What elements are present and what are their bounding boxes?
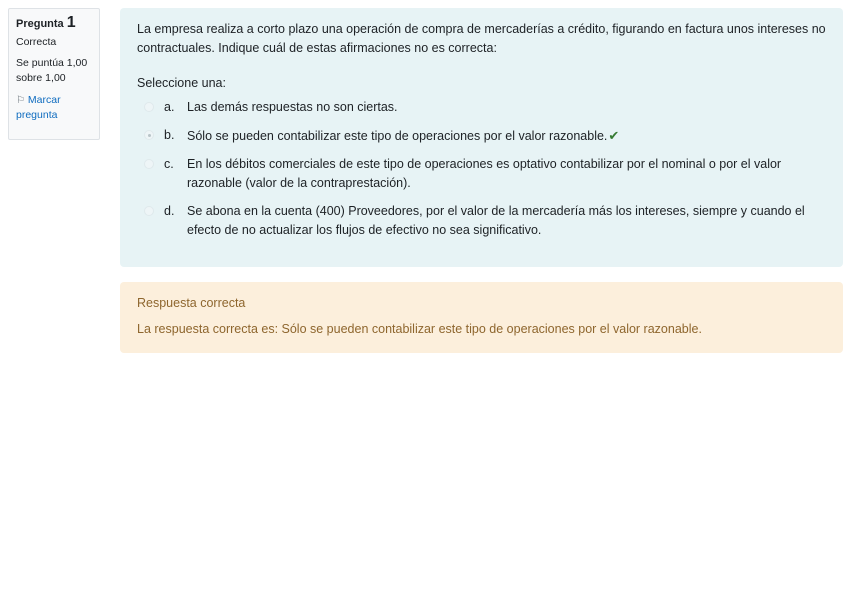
flag-question-label: Marcar pregunta <box>16 94 61 121</box>
answer-options <box>137 98 826 240</box>
feedback-panel <box>120 282 843 353</box>
radio-option-c[interactable] <box>144 159 154 169</box>
question-state: Correcta <box>16 36 57 48</box>
flag-question-link[interactable] <box>16 93 92 123</box>
option-letter: d. <box>164 204 175 218</box>
answer-option-c[interactable] <box>137 155 826 193</box>
question-info-panel <box>8 8 100 140</box>
option-letter: b. <box>164 128 175 142</box>
question-label: Pregunta <box>16 18 64 30</box>
question-text: La empresa realiza a corto plazo una operación de compra de mercaderías a crédito, figurando en factura unos intereses no contractuales. Indique cuál de estas afirmaciones no es correcta: <box>137 22 826 55</box>
option-text: Las demás respuestas no son ciertas. <box>187 100 398 114</box>
check-icon: ✔ <box>608 128 620 143</box>
answer-option-d[interactable] <box>137 202 826 240</box>
question-number: 1 <box>66 14 76 31</box>
question-grade: Se puntúa 1,00 sobre 1,00 <box>16 57 88 84</box>
option-letter: c. <box>164 157 174 171</box>
option-text: Se abona en la cuenta (400) Proveedores, por el valor de la mercadería más los intereses, siempre y cuando el efecto de no actualizar los flujos de efectivo no sea significativo. <box>187 204 805 237</box>
answer-prompt: Seleccione una: <box>137 76 226 90</box>
question-formulation <box>120 8 843 267</box>
option-text <box>187 126 826 146</box>
radio-option-d[interactable] <box>144 206 154 216</box>
flag-icon: ⚐ <box>16 95 25 106</box>
option-letter: a. <box>164 100 175 114</box>
radio-option-b[interactable] <box>144 130 154 140</box>
option-text: En los débitos comerciales de este tipo de operaciones es optativo contabilizar por el nominal o por el valor razonable (valor de la contraprestación). <box>187 157 782 190</box>
radio-option-a[interactable] <box>144 102 154 112</box>
option-text-content: Sólo se pueden contabilizar este tipo de operaciones por el valor razonable. <box>187 129 608 143</box>
question-number-heading <box>16 16 92 31</box>
answer-option-b[interactable] <box>137 126 826 146</box>
feedback-title: Respuesta correcta <box>137 296 246 310</box>
right-answer-text: La respuesta correcta es: Sólo se pueden contabilizar este tipo de operaciones por el valor razonable. <box>137 322 702 336</box>
answer-option-a[interactable] <box>137 98 826 117</box>
